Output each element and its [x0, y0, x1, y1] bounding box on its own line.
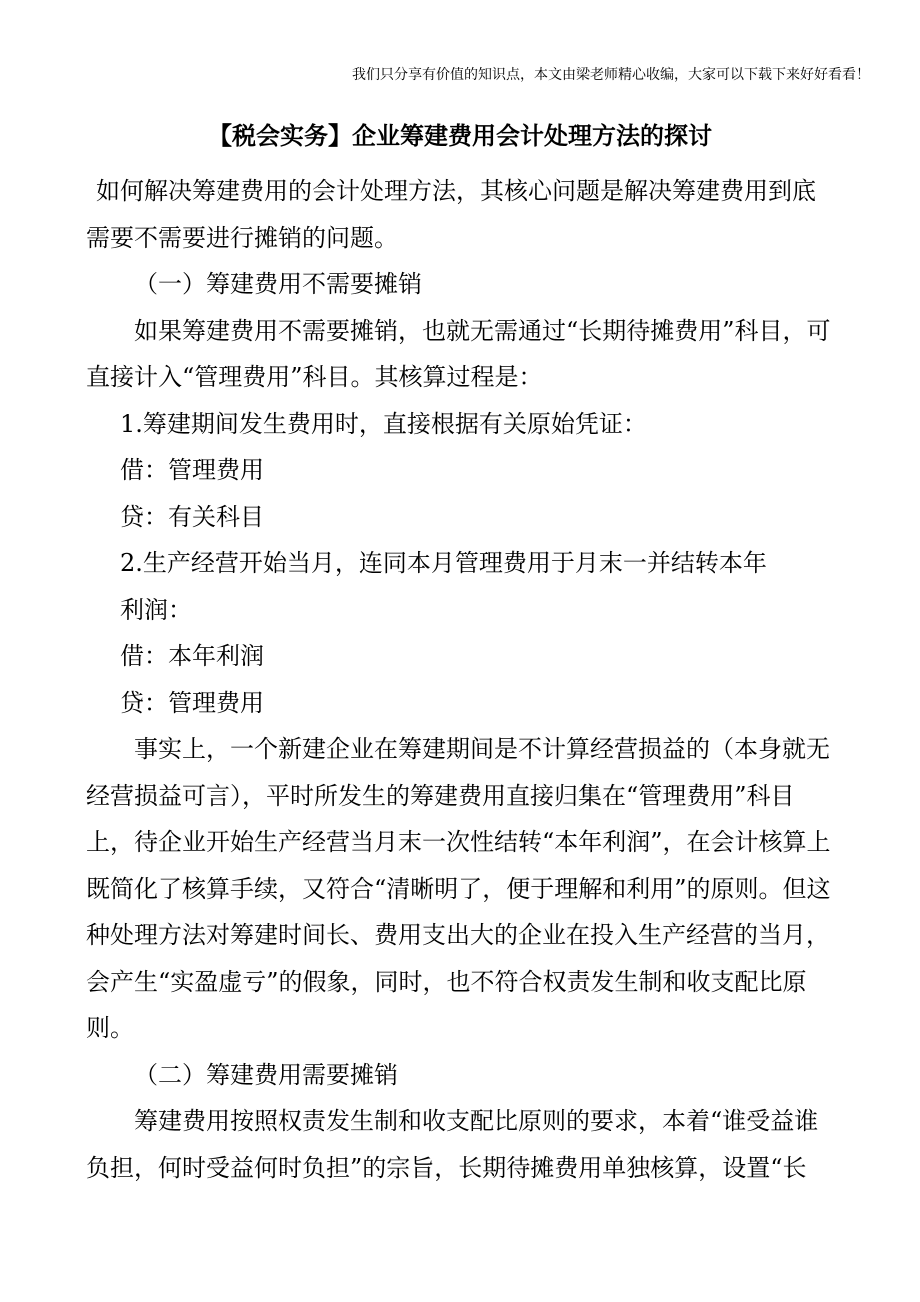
section-1-heading: （一）筹建费用不需要摊销 — [134, 270, 422, 298]
step-2-line-2: 利润： — [120, 595, 192, 624]
step-2-line-1: 2.生产经营开始当月，连同本月管理费用于月末一并结转本年 — [120, 549, 767, 577]
document-body — [86, 168, 838, 1191]
intro-paragraph: 如何解决筹建费用的会计处理方法，其核心问题是解决筹建费用到底需要不需要进行摊销的问题。 — [86, 177, 816, 252]
discussion-paragraph: 事实上，一个新建企业在筹建期间是不计算经营损益的（本身就无经营损益可言），平时所发生的筹建费用直接归集在“管理费用”科目上，待企业开始生产经营当月末一次性结转“本年利润”，在会计核算上既简化了核算手续，又符合“清晰明了，便于理解和利用”的原则。但这种处理方法对筹建时间长、费用支出大的企业在投入生产经营的当月，会产生“实盈虚亏”的假象，同时，也不符合权责发生制和收支配比原则。 — [86, 735, 831, 1042]
step-2-credit-entry: 贷：管理费用 — [120, 688, 264, 717]
step-1: 1.筹建期间发生费用时，直接根据有关原始凭证： — [120, 409, 647, 438]
step-1-credit-entry: 贷：有关科目 — [120, 502, 264, 531]
step-1-debit-entry: 借：管理费用 — [120, 456, 264, 484]
section-1-body: 如果筹建费用不需要摊销，也就无需通过“长期待摊费用”科目，可直接计入“管理费用”科目。其核算过程是： — [86, 316, 831, 391]
section-2-heading: （二）筹建费用需要摊销 — [134, 1060, 398, 1089]
step-2-debit-entry: 借：本年利润 — [120, 642, 264, 670]
document-title: 【税会实务】企业筹建费用会计处理方法的探讨 — [208, 122, 712, 150]
section-2-body: 筹建费用按照权责发生制和收支配比原则的要求，本着“谁受益谁负担，何时受益何时负担”的宗旨，长期待摊费用单独核算，设置“长 — [86, 1107, 819, 1182]
header-note: 我们只分享有价值的知识点，本文由梁老师精心收编，大家可以下载下来好好看看！ — [352, 67, 870, 83]
